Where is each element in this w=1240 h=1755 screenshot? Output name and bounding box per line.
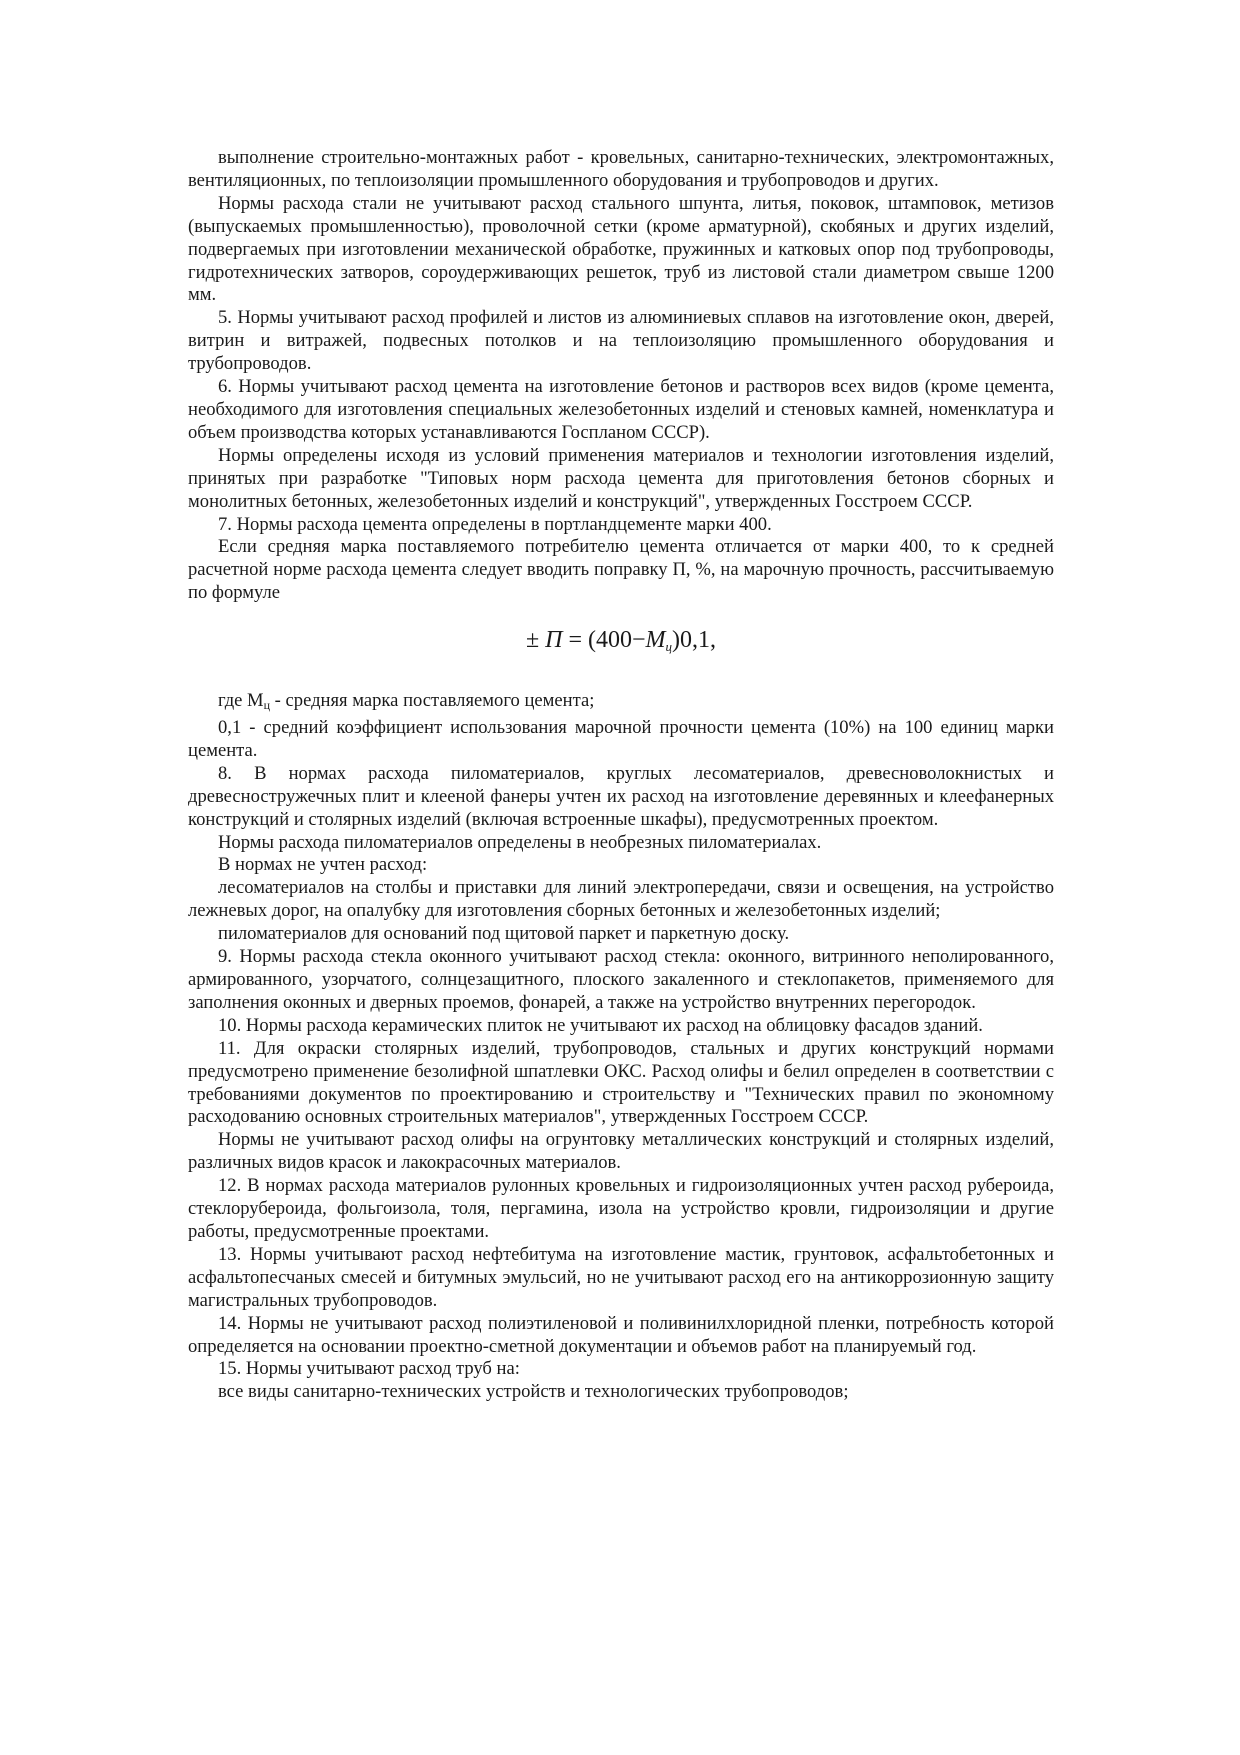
paragraph: 15. Нормы учитывают расход труб на: xyxy=(218,1358,520,1380)
formula-eq: = xyxy=(568,627,582,654)
where-paragraph xyxy=(188,690,1054,717)
paragraph: лесоматериалов на столбы и приставки для линий электропередачи, связи и освещения, на устройство лежневых дорог, на опалубку для изготовления сборных бетонных и железобетонных изделий; xyxy=(188,877,1054,922)
paragraph: 8. В нормах расхода пиломатериалов, круглых лесоматериалов, древесноволокнистых и древесностружечных плит и клееной фанеры учтен их расход на изготовление деревянных и клеефанерных конструкций и столярных изделий (включая встроенные шкафы), предусмотренных проектом. xyxy=(188,762,1054,830)
paragraph: 10. Нормы расхода керамических плиток не учитывают их расход на облицовку фасадов зданий. xyxy=(218,1014,983,1036)
paragraph: 9. Нормы расхода стекла оконного учитывают расход стекла: оконного, витринного неполированного, армированного, узорчатого, солнцезащитного, плоского закаленного и стеклопакетов, применяемого для заполнения оконных и дверных проемов, фонарей, а также на устройство внутренних перегородок. xyxy=(188,946,1054,1013)
document-page xyxy=(188,147,1054,1404)
paragraph: 12. В нормах расхода материалов рулонных кровельных и гидроизоляционных учтен расход рубероида, стеклорубероида, фольгоизола, толя, пергамина, изола на устройство кровли, гидроизоляции и другие работы, предусмотренные проектами. xyxy=(188,1175,1054,1242)
paragraph: 11. Для окраски столярных изделий, трубопроводов, стальных и других конструкций нормами предусмотрено применение безолифной шпатлевки ОКС. Расход олифы и белил определен в соответствии с требованиями документов по проектированию и строительству и "Технических правил по экономному расходованию основных строительных материалов", утвержденных Госстроем СССР. xyxy=(188,1037,1054,1128)
formula-close: )0,1, xyxy=(672,627,717,654)
paragraph: Нормы не учитывают расход олифы на огрунтовку металлических конструкций и столярных изделий, различных видов красок и лакокрасочных материалов. xyxy=(188,1129,1054,1174)
paragraph: 13. Нормы учитывают расход нефтебитума на изготовление мастик, грунтовок, асфальтобетонных и асфальтопесчаных смесей и битумных эмульсий, но не учитывают расход его на антикоррозионную защиту магистральных трубопроводов. xyxy=(188,1243,1054,1311)
where-rest: - средняя марка поставляемого цемента; xyxy=(270,690,595,712)
paragraph: 6. Нормы учитывают расход цемента на изготовление бетонов и растворов всех видов (кроме цемента, необходимого для изготовления специальных железобетонных изделий и стеновых камней, номенклатура и объем производства которых устанавливаются Госпланом СССР). xyxy=(188,376,1054,443)
paragraph: пиломатериалов для оснований под щитовой паркет и паркетную доску. xyxy=(218,923,790,945)
paragraph: Нормы расхода стали не учитывают расход стального шпунта, литья, поковок, штамповок, метизов (выпускаемых промышленностью), проволочной сетки (кроме арматурной), скобяных и других изделий, подвергаемых при изготовлении механической обработке, пружинных и катковых опор под трубопроводы, гидротехнических затворов, сороудерживающих решеток, труб из листовой стали диаметром свыше 1200 мм. xyxy=(188,192,1054,306)
paragraph: 7. Нормы расхода цемента определены в портландцементе марки 400. xyxy=(218,513,772,535)
formula-var: М xyxy=(645,627,666,654)
formula xyxy=(188,625,1054,662)
paragraph: все виды санитарно-технических устройств и технологических трубопроводов; xyxy=(218,1381,849,1403)
formula-open: (400 xyxy=(588,627,632,654)
paragraphs-after xyxy=(188,717,1054,1404)
where-sub: ц xyxy=(263,698,271,713)
paragraph: выполнение строительно-монтажных работ - кровельных, санитарно-технических, электромонтажных, вентиляционных, по теплоизоляции промышленного оборудования и трубопроводов и других. xyxy=(188,147,1054,191)
paragraph: В нормах не учтен расход: xyxy=(218,854,428,876)
formula-pm: ± xyxy=(525,627,540,654)
paragraphs-before xyxy=(188,147,1054,605)
paragraph: Нормы определены исходя из условий применения материалов и технологии изготовления изделий, принятых при разработке "Типовых норм расхода цемента для приготовления бетонов сборных и монолитных бетонных, железобетонных изделий и конструкций", утвержденных Госстроем СССР. xyxy=(188,444,1054,512)
paragraph: Нормы расхода пиломатериалов определены в необрезных пиломатериалах. xyxy=(218,831,822,853)
paragraph: 14. Нормы не учитывают расход полиэтиленовой и поливинилхлоридной пленки, потребность которой определяется на основании проектно-сметной документации и объемов работ на планируемый год. xyxy=(188,1312,1054,1357)
formula-sub: ц xyxy=(665,639,673,655)
formula-minus: − xyxy=(632,627,646,654)
paragraph: Если средняя марка поставляемого потребителю цемента отличается от марки 400, то к средней расчетной норме расхода цемента следует вводить поправку П, %, на марочную прочность, рассчитываемую по формуле xyxy=(188,536,1054,604)
paragraph: 0,1 - средний коэффициент использования марочной прочности цемента (10%) на 100 единиц марки цемента. xyxy=(188,717,1054,761)
where-prefix: где М xyxy=(218,690,264,712)
paragraph: 5. Нормы учитывают расход профилей и листов из алюминиевых сплавов на изготовление окон, дверей, витрин и витражей, подвесных потолков и на теплоизоляцию промышленного оборудования и трубопроводов. xyxy=(188,307,1054,375)
formula-lhs: П xyxy=(545,627,563,654)
